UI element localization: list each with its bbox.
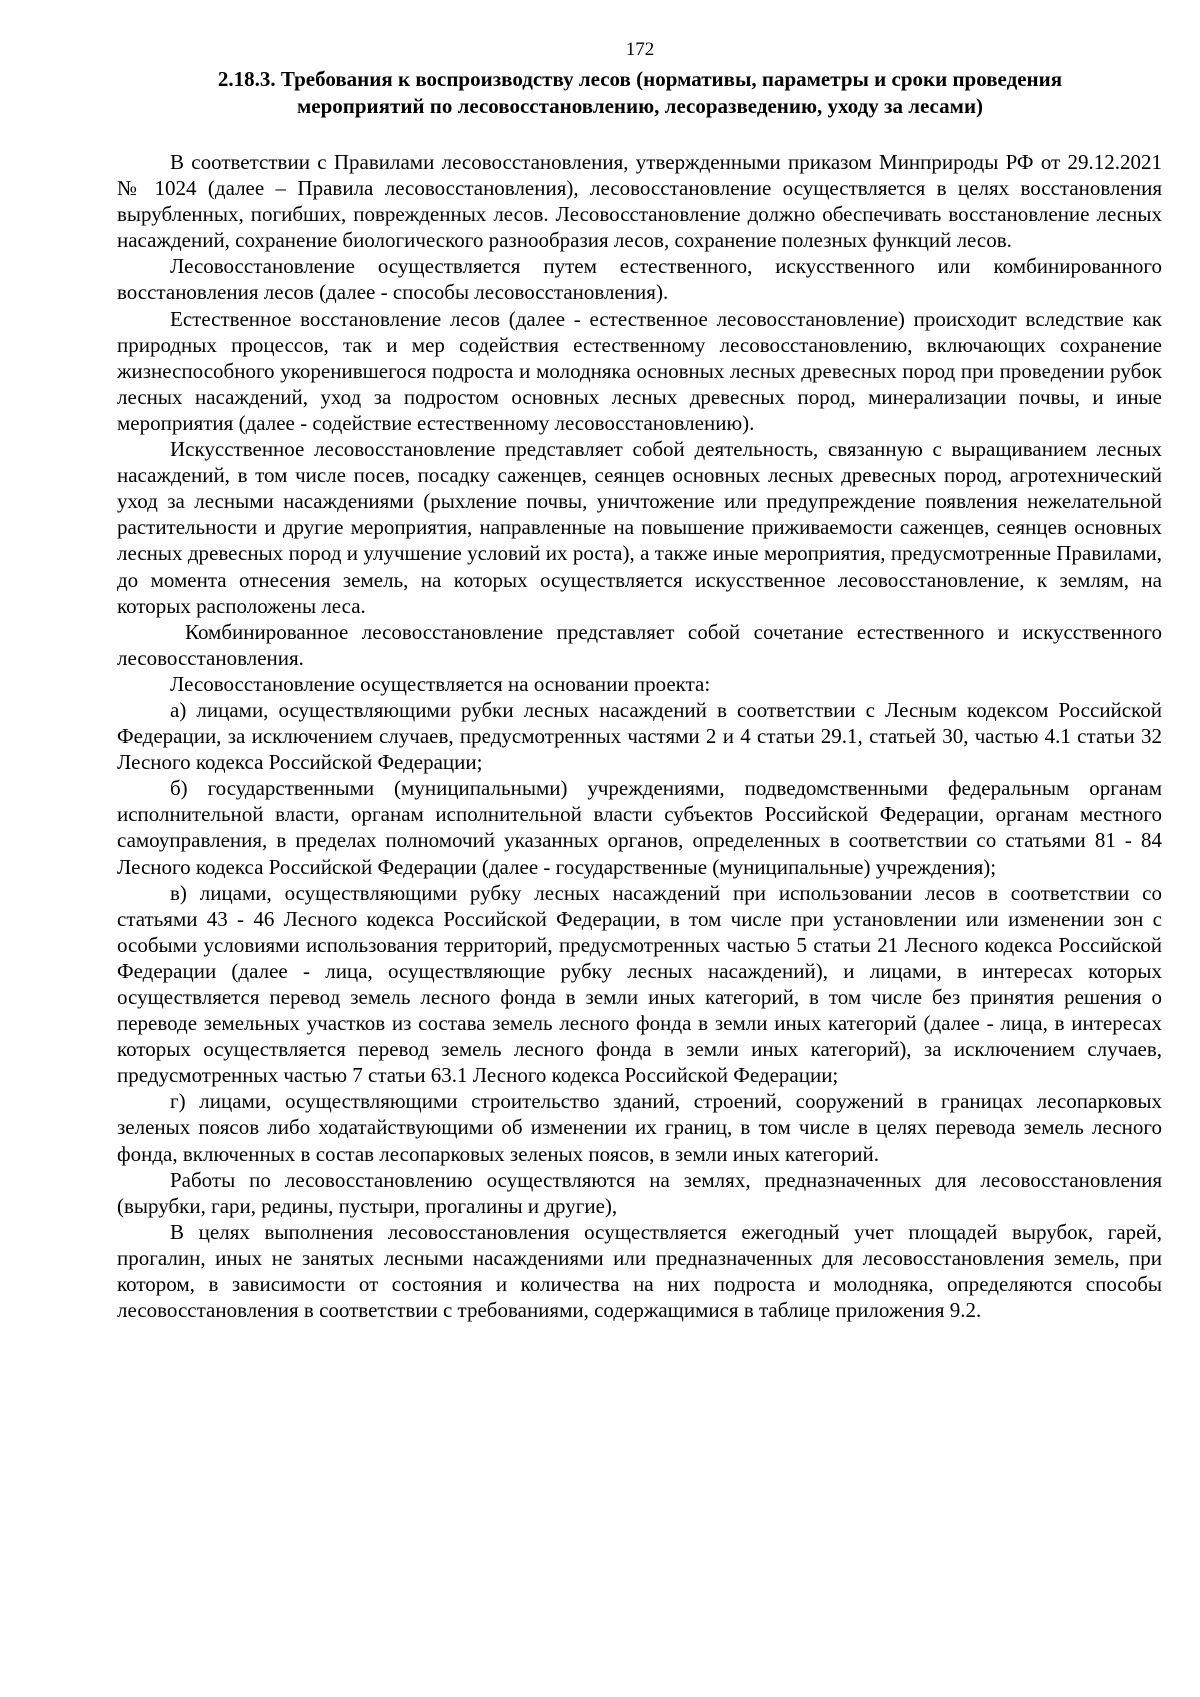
list-item-g: г) лицами, осуществляющими строительство зданий, строений, сооружений в границах лесопарковых зеленых поясов либо ходатайствующими об изменении их границ, в том числе в целях перевода земель лесного фонда, включенных в состав лесопарковых зеленых поясов, в земли иных категорий. <box>117 1089 1162 1166</box>
paragraph-natural-reforestation: Естественное восстановление лесов (далее - естественное лесовосстановление) происходит вследствие как природных процессов, так и мер содействия естественному лесовосстановлению, включающих сохранение жизнеспособного укоренившегося подроста и молодняка основных лесных древесных пород при проведении рубок лесных насаждений, уход за подростом основных лесных древесных пород, минерализации почвы, и иные мероприятия (далее - содействие естественному лесовосстановлению). <box>117 306 1162 435</box>
paragraph-reforestation-lands: Работы по лесовосстановлению осуществляются на землях, предназначенных для лесовосстановления (вырубки, гари, редины, пустыри, прогалины и другие), <box>117 1167 1162 1218</box>
paragraph-reforestation-rules: В соответствии с Правилами лесовосстановления, утвержденными приказом Минприроды РФ от 29.12.2021 № 1024 (далее – Правила лесовосстановления), лесовосстановление осуществляется в целях восстановления вырубленных, погибших, поврежденных лесов. Лесовосстановление должно обеспечивать восстановление лесных насаждений, сохранение биологического разнообразия лесов, сохранение полезных функций лесов. <box>117 150 1162 253</box>
body-text <box>117 149 1162 1323</box>
paragraph-artificial-reforestation: Искусственное лесовосстановление представляет собой деятельность, связанную с выращиванием лесных насаждений, в том числе посев, посадку саженцев, сеянцев основных лесных древесных пород, агротехнический уход за лесными насаждениями (рыхление почвы, уничтожение или предупреждение появления нежелательной растительности и другие мероприятия, направленные на повышение приживаемости саженцев, сеянцев основных лесных древесных пород и улучшение условий их роста), а также иные мероприятия, предусмотренные Правилами, до момента отнесения земель, на которых осуществляется искусственное лесовосстановление, к землям, на которых расположены леса. <box>117 437 1162 618</box>
list-item-v: в) лицами, осуществляющими рубку лесных насаждений при использовании лесов в соответствии со статьями 43 - 46 Лесного кодекса Российской Федерации, в том числе при установлении или изменении зон с особыми условиями использования территорий, предусмотренных частью 5 статьи 21 Лесного кодекса Российской Федерации (далее - лица, осуществляющие рубку лесных насаждений), и лицами, в интересах которых осуществляется перевод земель лесного фонда в земли иных категорий, в том числе без принятия решения о переводе земельных участков из состава земель лесного фонда в земли иных категорий (далее - лица, в интересах которых осуществляется перевод земель лесного фонда в земли иных категорий), за исключением случаев, предусмотренных частью 7 статьи 63.1 Лесного кодекса Российской Федерации; <box>117 880 1162 1088</box>
paragraph-project-basis: Лесовосстановление осуществляется на основании проекта: <box>170 671 711 696</box>
section-heading <box>120 66 1160 120</box>
section-heading-line-1: 2.18.3. Требования к воспроизводству лесов (нормативы, параметры и сроки проведения <box>217 67 1063 91</box>
list-item-a: а) лицами, осуществляющими рубки лесных насаждений в соответствии с Лесным кодексом Российской Федерации, за исключением случаев, предусмотренных частями 2 и 4 статьи 29.1, статьей 30, частью 4.1 статьи 32 Лесного кодекса Российской Федерации; <box>117 697 1162 775</box>
page-number: 172 <box>625 39 655 60</box>
paragraph-annual-accounting: В целях выполнения лесовосстановления осуществляется ежегодный учет площадей вырубок, гарей, прогалин, иных не занятых лесными насаждениями или предназначенных для лесовосстановления земель, при котором, в зависимости от состояния и количества на них подроста и молодняка, определяются способы лесовосстановления в соответствии с требованиями, содержащимися в таблице приложения 9.2. <box>117 1219 1162 1323</box>
paragraph-reforestation-methods: Лесовосстановление осуществляется путем естественного, искусственного или комбинированного восстановления лесов (далее - способы лесовосстановления). <box>117 254 1162 305</box>
section-heading-line-2: мероприятий по лесовосстановлению, лесоразведению, уходу за лесами) <box>296 94 984 118</box>
list-item-b: б) государственными (муниципальными) учреждениями, подведомственными федеральным органам исполнительной власти, органам исполнительной власти субъектов Российской Федерации, органам местного самоуправления, в пределах полномочий указанных органов, определенных в соответствии со статьями 81 - 84 Лесного кодекса Российской Федерации (далее - государственные (муниципальные) учреждения); <box>117 776 1162 879</box>
paragraph-combined-reforestation: Комбинированное лесовосстановление представляет собой сочетание естественного и искусственного лесовосстановления. <box>117 619 1162 670</box>
